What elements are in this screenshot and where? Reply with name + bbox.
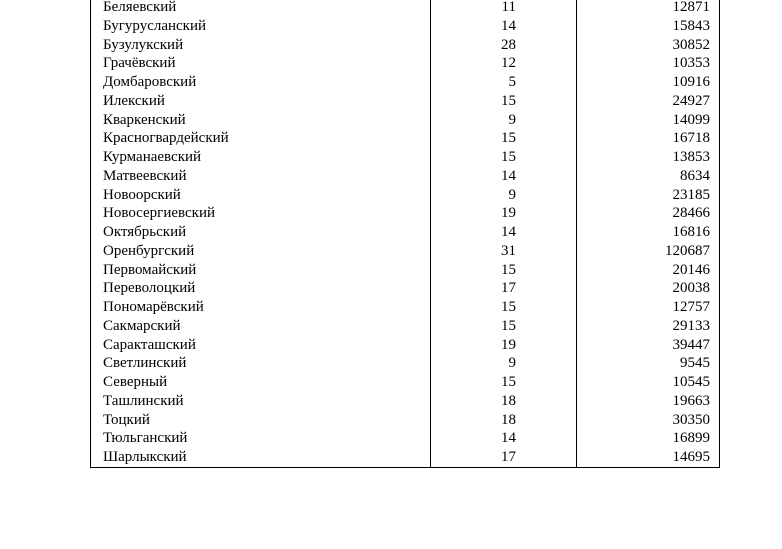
count-cell: 14 (431, 223, 577, 242)
table-row (91, 148, 720, 167)
count-cell: 15 (431, 373, 577, 392)
value-cell: 14695 (577, 448, 720, 468)
count-cell: 9 (431, 111, 577, 130)
district-table (90, 0, 720, 468)
district-name-cell: Беляевский (91, 0, 431, 17)
table-row (91, 411, 720, 430)
district-name-cell: Новоорский (91, 186, 431, 205)
table-row (91, 317, 720, 336)
value-cell: 28466 (577, 204, 720, 223)
district-name-cell: Илекский (91, 92, 431, 111)
district-name-cell: Тоцкий (91, 411, 431, 430)
value-cell: 10353 (577, 54, 720, 73)
district-name-cell: Матвеевский (91, 167, 431, 186)
value-cell: 16899 (577, 429, 720, 448)
value-cell: 29133 (577, 317, 720, 336)
table-row (91, 167, 720, 186)
district-name-cell: Бугурусланский (91, 17, 431, 36)
table-row (91, 73, 720, 92)
table-row (91, 373, 720, 392)
table-row (91, 336, 720, 355)
district-name-cell: Красногвардейский (91, 129, 431, 148)
district-name-cell: Курманаевский (91, 148, 431, 167)
count-cell: 9 (431, 186, 577, 205)
count-cell: 19 (431, 204, 577, 223)
district-name-cell: Кваркенский (91, 111, 431, 130)
count-cell: 15 (431, 317, 577, 336)
count-cell: 14 (431, 167, 577, 186)
value-cell: 12757 (577, 298, 720, 317)
count-cell: 15 (431, 129, 577, 148)
table-row (91, 129, 720, 148)
value-cell: 10916 (577, 73, 720, 92)
table-row (91, 204, 720, 223)
table-row (91, 54, 720, 73)
value-cell: 15843 (577, 17, 720, 36)
district-name-cell: Оренбургский (91, 242, 431, 261)
value-cell: 30350 (577, 411, 720, 430)
district-name-cell: Светлинский (91, 354, 431, 373)
count-cell: 15 (431, 148, 577, 167)
value-cell: 24927 (577, 92, 720, 111)
count-cell: 11 (431, 0, 577, 17)
value-cell: 10545 (577, 373, 720, 392)
count-cell: 31 (431, 242, 577, 261)
district-name-cell: Октябрьский (91, 223, 431, 242)
table-body (91, 0, 720, 468)
table-row (91, 279, 720, 298)
count-cell: 12 (431, 54, 577, 73)
district-name-cell: Северный (91, 373, 431, 392)
value-cell: 20146 (577, 261, 720, 280)
district-name-cell: Ташлинский (91, 392, 431, 411)
table-row (91, 0, 720, 17)
value-cell: 14099 (577, 111, 720, 130)
value-cell: 12871 (577, 0, 720, 17)
count-cell: 15 (431, 298, 577, 317)
district-name-cell: Грачёвский (91, 54, 431, 73)
value-cell: 9545 (577, 354, 720, 373)
count-cell: 15 (431, 261, 577, 280)
district-name-cell: Бузулукский (91, 36, 431, 55)
table-row (91, 429, 720, 448)
count-cell: 5 (431, 73, 577, 92)
count-cell: 17 (431, 279, 577, 298)
count-cell: 28 (431, 36, 577, 55)
district-name-cell: Тюльганский (91, 429, 431, 448)
count-cell: 14 (431, 429, 577, 448)
value-cell: 39447 (577, 336, 720, 355)
table-row (91, 242, 720, 261)
table-row (91, 223, 720, 242)
count-cell: 18 (431, 392, 577, 411)
district-name-cell: Переволоцкий (91, 279, 431, 298)
table-row (91, 186, 720, 205)
count-cell: 18 (431, 411, 577, 430)
count-cell: 9 (431, 354, 577, 373)
table-row (91, 448, 720, 468)
count-cell: 17 (431, 448, 577, 468)
district-name-cell: Саракташский (91, 336, 431, 355)
table-row (91, 354, 720, 373)
district-name-cell: Новосергиевский (91, 204, 431, 223)
district-name-cell: Домбаровский (91, 73, 431, 92)
table-row (91, 261, 720, 280)
district-name-cell: Сакмарский (91, 317, 431, 336)
table-row (91, 36, 720, 55)
table-row (91, 392, 720, 411)
value-cell: 16816 (577, 223, 720, 242)
value-cell: 19663 (577, 392, 720, 411)
count-cell: 15 (431, 92, 577, 111)
count-cell: 19 (431, 336, 577, 355)
value-cell: 30852 (577, 36, 720, 55)
value-cell: 20038 (577, 279, 720, 298)
table-row (91, 111, 720, 130)
value-cell: 16718 (577, 129, 720, 148)
count-cell: 14 (431, 17, 577, 36)
value-cell: 8634 (577, 167, 720, 186)
table-row (91, 298, 720, 317)
value-cell: 13853 (577, 148, 720, 167)
value-cell: 23185 (577, 186, 720, 205)
value-cell: 120687 (577, 242, 720, 261)
table-row (91, 92, 720, 111)
district-name-cell: Шарлыкский (91, 448, 431, 468)
district-name-cell: Пономарёвский (91, 298, 431, 317)
district-name-cell: Первомайский (91, 261, 431, 280)
table-row (91, 17, 720, 36)
